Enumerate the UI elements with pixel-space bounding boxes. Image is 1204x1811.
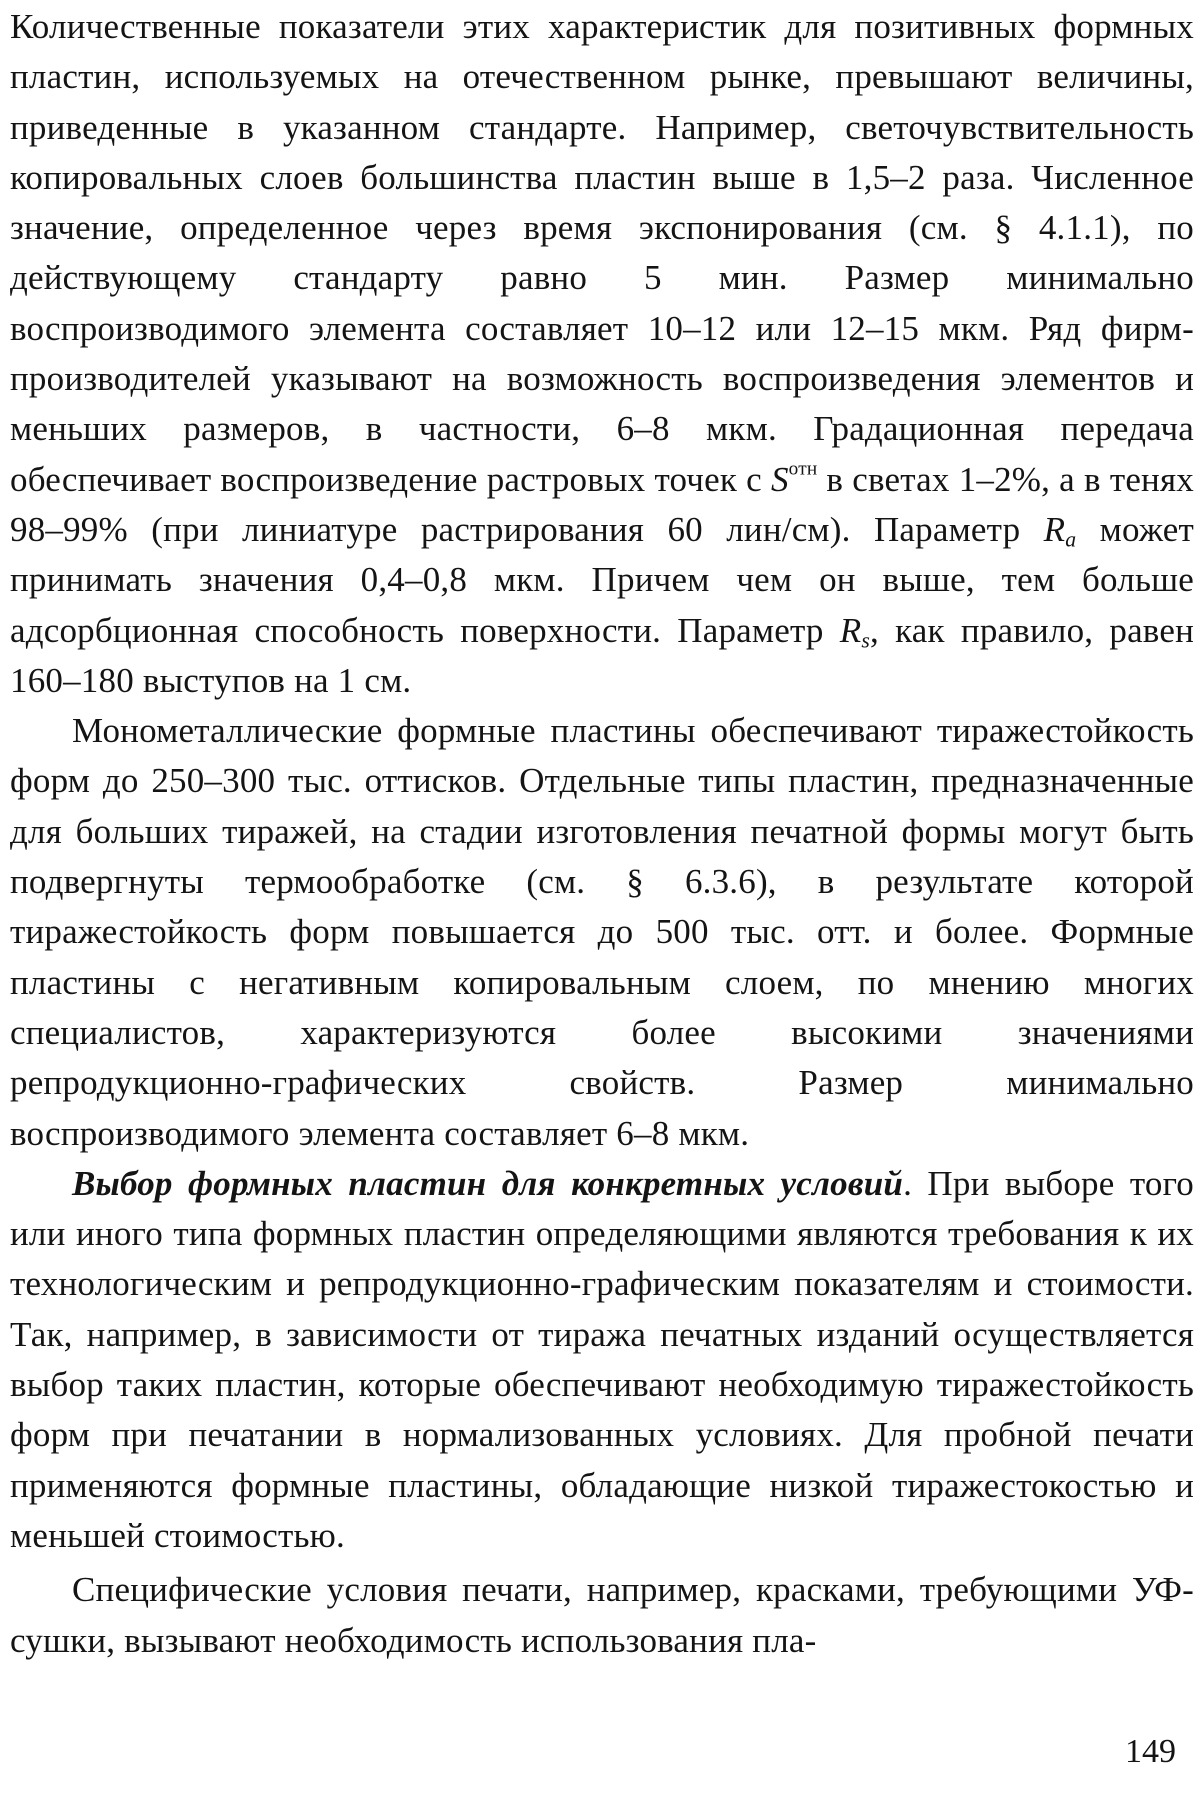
symbol-r-s: R	[839, 610, 862, 650]
run-in-heading: Выбор формных пластин для конкретных условий	[72, 1163, 904, 1203]
paragraph-plate-characteristics	[10, 2, 1194, 706]
symbol-r-a: R	[1043, 509, 1066, 549]
superscript-otn: отн	[788, 458, 818, 480]
subscript-s: s	[861, 627, 871, 652]
paragraph-text: . При выборе того или иного типа формных пластин определяющими являются требования к их технологическим и репродукционно-графическим показателям и стоимости. Так, например, в зависимости от тиража печатных изданий осуществляется выбор таких пластин, которые обеспечивают необходимую тиражестойкость форм при печатании в нормализованных условиях. Для пробной печати применяются формные пластины, обладающие низкой тиражестокостью и меньшей стоимостью.	[10, 1163, 1195, 1555]
paragraph-text: Количественные показатели этих характеристик для позитивных формных пластин, используемых на отечественном рынке, превышают величины, приведенные в указанном стандарте. Например, светочувствительность копировальных слоев большинства пластин выше в 1,5–2 раза. Численное значение, определенное через время экспонирования (см. § 4.1.1), по действующему стандарту равно 5 мин. Размер минимально воспроизводимого элемента составляет 10–12 или 12–15 мкм. Ряд фирм-производителей указывают на возможность воспроизведения элементов и меньших размеров, в частности, 6–8 мкм. Градационная передача обеспечивает воспроизведение растровых точек с	[10, 7, 1194, 499]
paragraph-text: , как правило, равен 160–180 выступов на 1 см.	[10, 610, 1194, 700]
paragraph-text: в светах 1–2%, а в тенях 98–99% (при линиатуре растрирования 60 лин/см). Параметр	[10, 459, 1194, 549]
page-number: 149	[1125, 1733, 1176, 1770]
paragraph-specific-conditions: Специфические условия печати, например, красками, требующими УФ-сушки, вызывают необходимость использования пла-	[10, 1570, 1194, 1660]
paragraph-plate-selection	[10, 1159, 1194, 1561]
paragraph-monometallic-plates: Монометаллические формные пластины обеспечивают тиражестойкость форм до 250–300 тыс. оттисков. Отдельные типы пластин, предназначенные для больших тиражей, на стадии изготовления печатной формы могут быть подвергнуты термообработке (см. § 6.3.6), в результате которой тиражестойкость форм повышается до 500 тыс. отт. и более. Формные пластины с негативным копировальным слоем, по мнению многих специалистов, характеризуются более высокими значениями репродукционно-графических свойств. Размер минимально воспроизводимого элемента составляет 6–8 мкм.	[10, 711, 1194, 1153]
paragraph-text: может принимать значения 0,4–0,8 мкм. Причем чем он выше, тем больше адсорбционная способность поверхности. Параметр	[10, 509, 1195, 650]
subscript-a: a	[1065, 527, 1077, 552]
symbol-s: S	[770, 459, 789, 499]
page-body	[10, 2, 1194, 1666]
